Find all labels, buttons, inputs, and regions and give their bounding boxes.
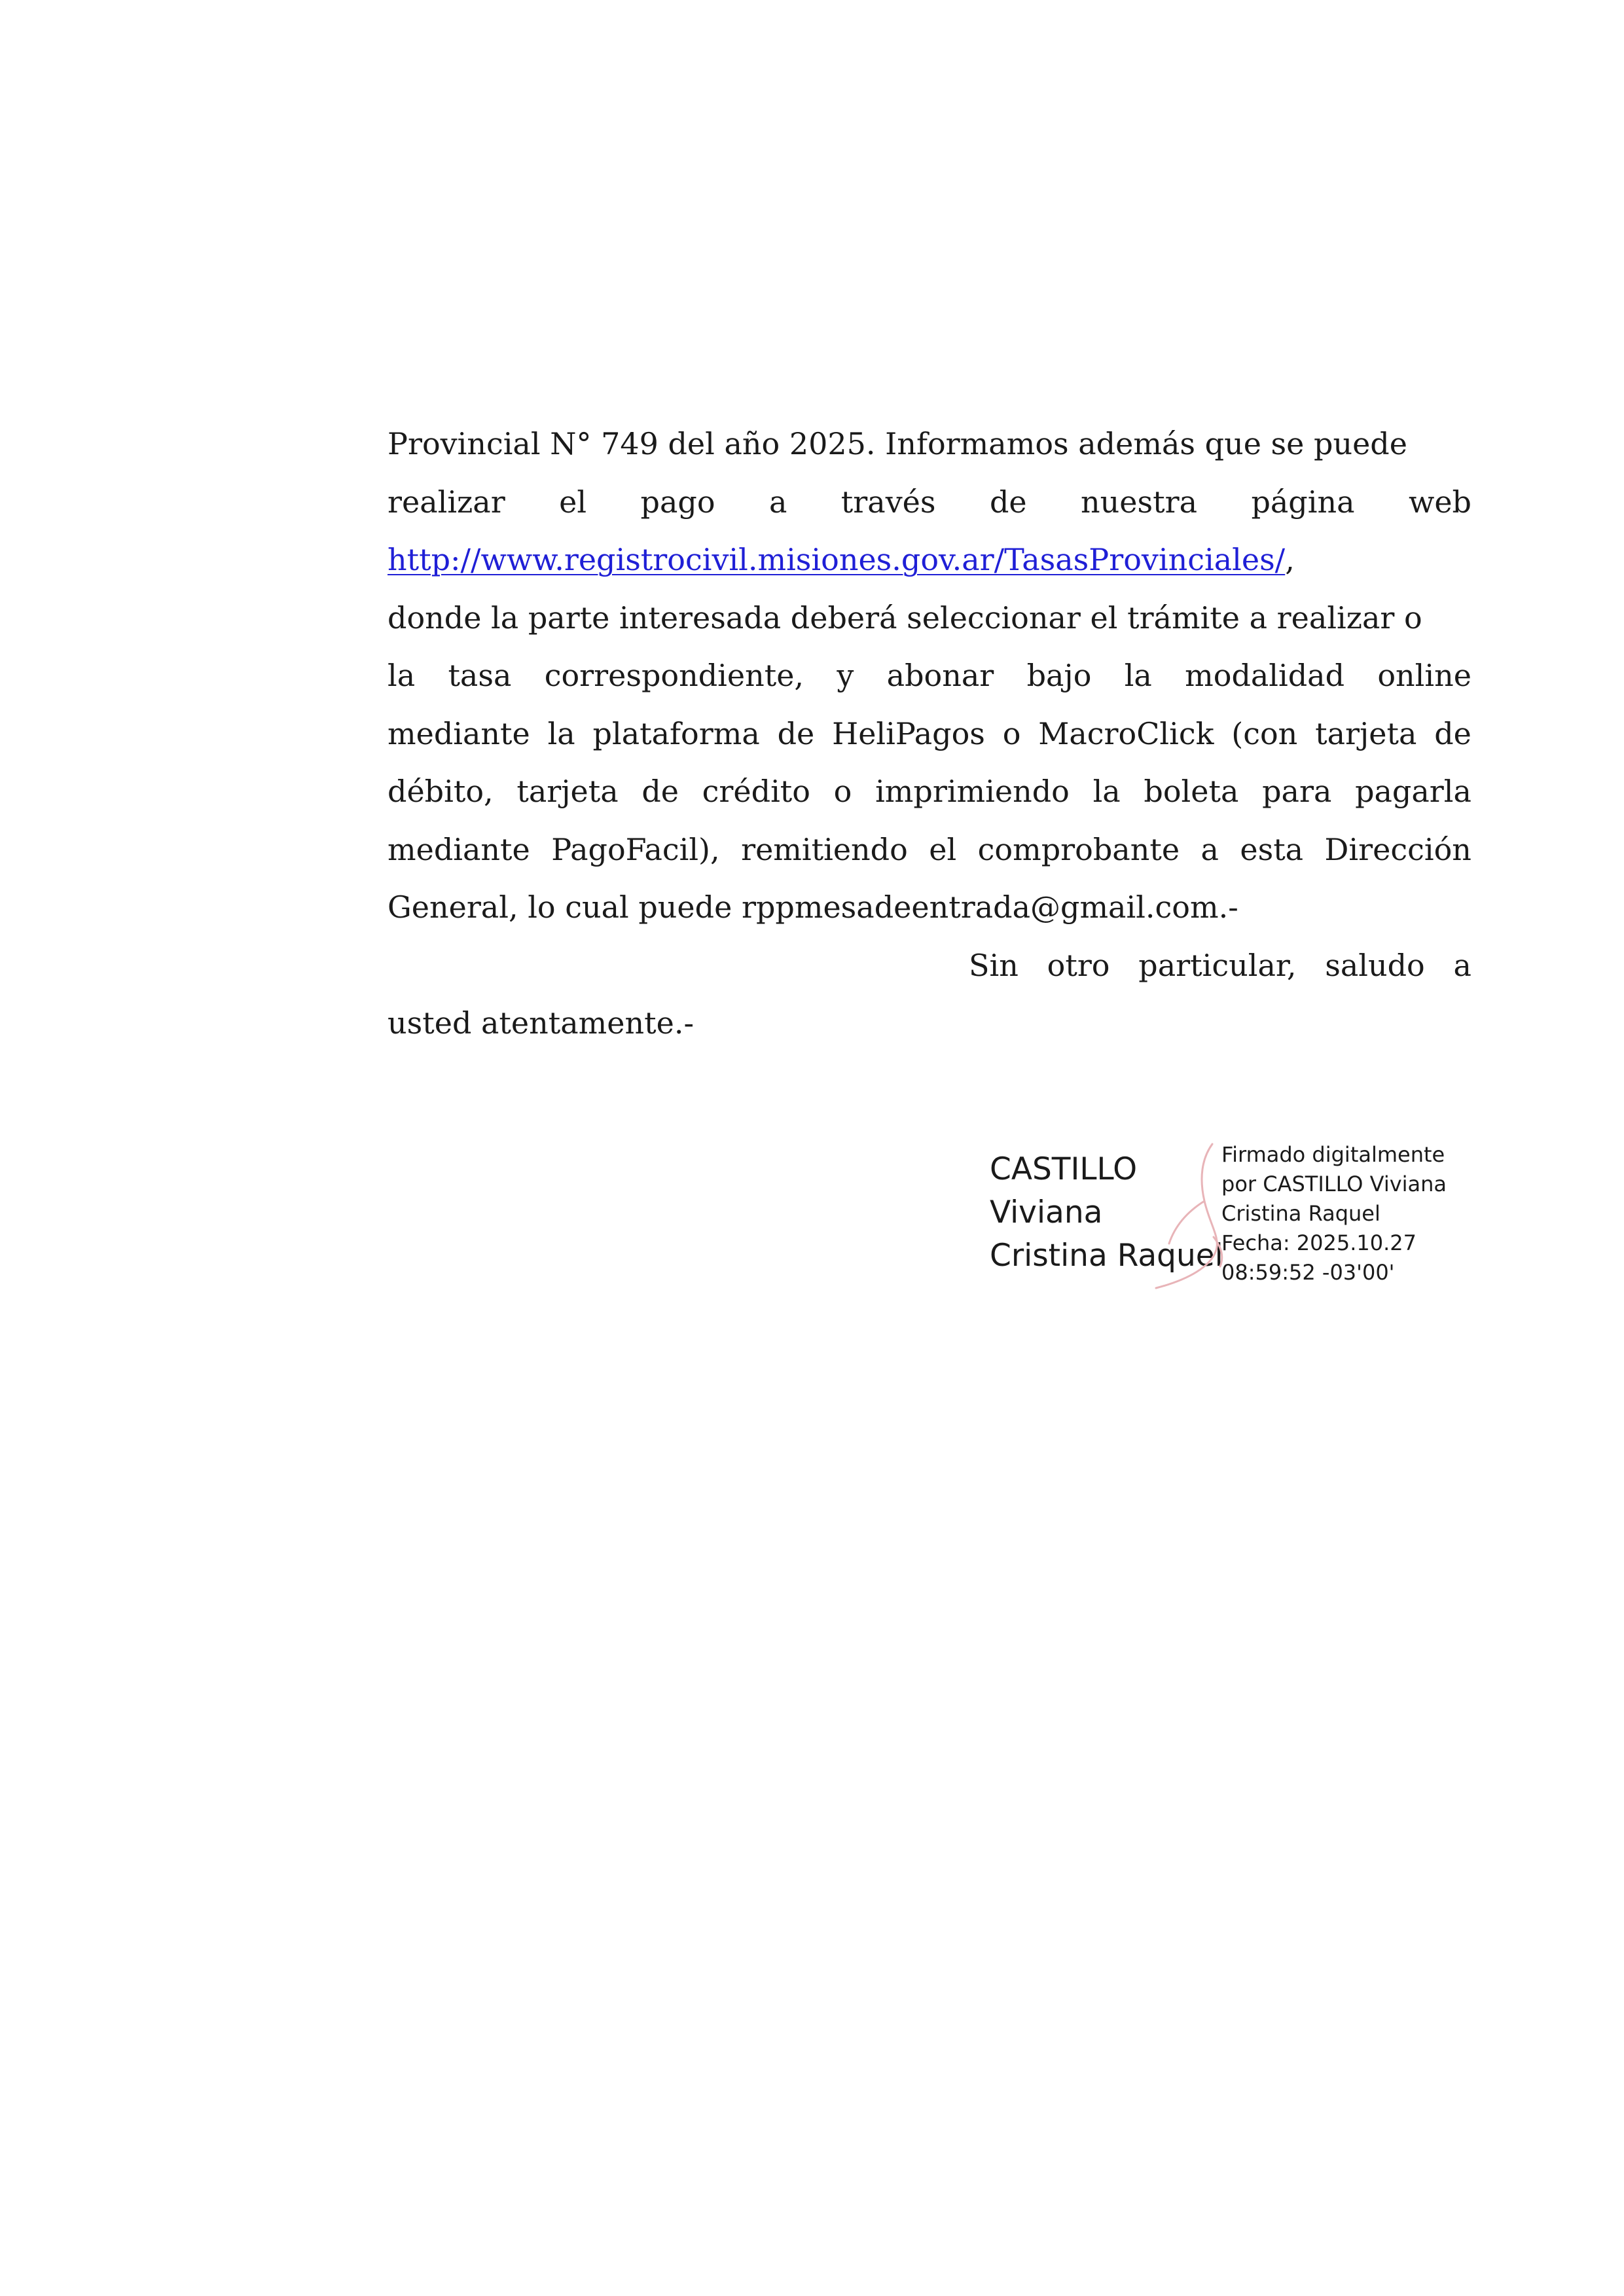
signature-detail-line: por CASTILLO Viviana <box>1221 1172 1447 1196</box>
word: tarjeta <box>516 774 619 809</box>
word: online <box>1377 658 1471 693</box>
signer-name-line: Cristina Raquel <box>990 1238 1223 1274</box>
word: de <box>641 774 679 809</box>
word: otro <box>1047 947 1110 983</box>
paragraph-line-justified <box>388 762 1471 821</box>
paragraph-line-justified <box>388 473 1471 531</box>
word: Dirección <box>1324 831 1471 867</box>
word: boleta <box>1144 774 1239 809</box>
word: a <box>1200 831 1219 867</box>
word: la <box>388 658 416 693</box>
word: web <box>1408 484 1471 520</box>
word: tarjeta <box>1315 715 1417 751</box>
signature-detail-line: 08:59:52 -03'00' <box>1221 1260 1395 1285</box>
word: tasa <box>448 658 512 693</box>
paragraph-line-justified <box>388 821 1471 879</box>
signer-name-line: CASTILLO <box>990 1151 1138 1187</box>
signature-detail-line: Firmado digitalmente <box>1221 1142 1445 1167</box>
word: correspondiente, <box>544 658 804 693</box>
word: Sin <box>969 947 1019 983</box>
signature-detail-line: Cristina Raquel <box>1221 1201 1380 1226</box>
word: realizar <box>388 484 505 520</box>
word: o <box>1002 715 1021 751</box>
word: plataforma <box>592 715 760 751</box>
word: comprobante <box>977 831 1180 867</box>
word: pagarla <box>1355 774 1471 809</box>
closing-line-2: usted atentamente.- <box>388 1005 695 1041</box>
word: pago <box>640 484 715 520</box>
word: mediante <box>388 715 530 751</box>
signer-name-line: Viviana <box>990 1194 1103 1230</box>
word: mediante <box>388 831 530 867</box>
digital-signature-mark-icon <box>1136 1139 1228 1293</box>
word: o <box>833 774 852 809</box>
link-comma: , <box>1285 542 1295 577</box>
paragraph-line: General, lo cual puede rppmesadeentrada@gmail.com.- <box>388 889 1238 925</box>
word: a <box>768 484 787 520</box>
word: saludo <box>1325 947 1425 983</box>
word: remitiendo <box>741 831 908 867</box>
paragraph-line <box>388 531 1471 589</box>
word: nuestra <box>1081 484 1198 520</box>
word: la <box>1092 774 1121 809</box>
word: de <box>989 484 1027 520</box>
word: página <box>1251 484 1355 520</box>
word: imprimiendo <box>875 774 1070 809</box>
word: a <box>1453 947 1471 983</box>
word: débito, <box>388 774 494 809</box>
word: PagoFacil), <box>551 831 720 867</box>
word: y <box>837 658 854 693</box>
word: de <box>777 715 815 751</box>
word: bajo <box>1026 658 1092 693</box>
paragraph-line: Provincial N° 749 del año 2025. Informamos además que se puede <box>388 426 1407 461</box>
word: la <box>1124 658 1152 693</box>
signature-detail-line: Fecha: 2025.10.27 <box>1221 1230 1416 1255</box>
word: modalidad <box>1185 658 1345 693</box>
word: HeliPagos <box>832 715 985 751</box>
word: crédito <box>702 774 810 809</box>
word: través <box>840 484 936 520</box>
word: la <box>547 715 575 751</box>
tasas-provinciales-link[interactable]: http://www.registrocivil.misiones.gov.ar/TasasProvinciales/ <box>388 542 1286 577</box>
word: (con <box>1231 715 1298 751</box>
signature-details <box>1221 1140 1447 1287</box>
word: MacroClick <box>1038 715 1214 751</box>
word: esta <box>1240 831 1304 867</box>
letter-body <box>388 415 1471 1052</box>
word: para <box>1262 774 1332 809</box>
paragraph-line-justified <box>388 705 1471 763</box>
paragraph-line-justified <box>388 647 1471 705</box>
word: el <box>559 484 587 520</box>
word: particular, <box>1138 947 1297 983</box>
word: el <box>929 831 957 867</box>
word: abonar <box>886 658 994 693</box>
word: de <box>1434 715 1471 751</box>
closing-line <box>969 937 1471 995</box>
paragraph-line: donde la parte interesada deberá seleccionar el trámite a realizar o <box>388 600 1422 636</box>
